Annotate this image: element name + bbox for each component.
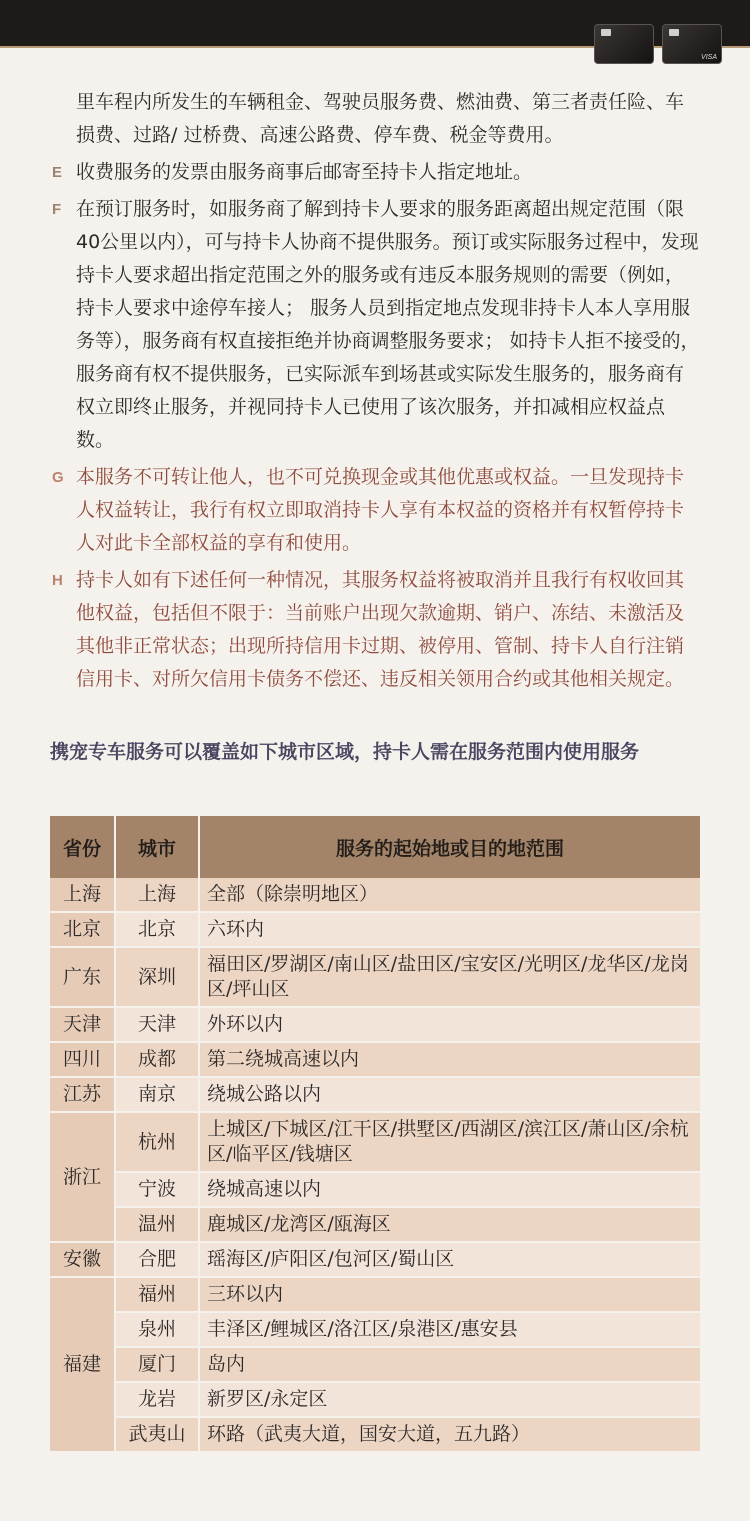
province-cell: 天津 (50, 1007, 115, 1042)
credit-card-image (594, 24, 654, 64)
table-row (50, 1172, 700, 1207)
area-cell: 第二绕城高速以内 (199, 1042, 700, 1077)
area-cell: 六环内 (199, 912, 700, 947)
table-row (50, 912, 700, 947)
area-cell: 三环以内 (199, 1277, 700, 1312)
header-province: 省份 (50, 816, 115, 878)
table-row (50, 947, 700, 1007)
city-cell: 北京 (115, 912, 199, 947)
table-row (50, 1207, 700, 1242)
area-cell: 福田区/罗湖区/南山区/盐田区/宝安区/光明区/龙华区/龙岗区/坪山区 (199, 947, 700, 1007)
city-cell: 天津 (115, 1007, 199, 1042)
city-cell: 成都 (115, 1042, 199, 1077)
term-letter: E (52, 164, 63, 181)
card-chip-icon (669, 29, 679, 36)
table-row (50, 1007, 700, 1042)
city-cell: 宁波 (115, 1172, 199, 1207)
province-cell: 安徽 (50, 1242, 115, 1277)
card-images (594, 24, 722, 64)
section-title: 携宠专车服务可以覆盖如下城市区域，持卡人需在服务范围内使用服务 (50, 741, 640, 763)
city-cell: 温州 (115, 1207, 199, 1242)
term-text: 持卡人如有下述任何一种情况，其服务权益将被取消并且我行有权收回其他权益，包括但不限于：当前账户出现欠款逾期、销户、冻结、未激活及其他非正常状态；出现所持信用卡过期、被停用、管制、持卡人自行注销信用卡、对所欠信用卡债务不偿还、违反相关领用合约或其他相关规定。 (76, 569, 685, 690)
area-cell: 瑶海区/庐阳区/包河区/蜀山区 (199, 1242, 700, 1277)
area-cell: 丰泽区/鲤城区/洛江区/泉港区/惠安县 (199, 1312, 700, 1347)
table-row (50, 1277, 700, 1312)
city-cell: 南京 (115, 1077, 199, 1112)
area-cell: 外环以内 (199, 1007, 700, 1042)
table-header-row (50, 816, 700, 878)
table-row (50, 1112, 700, 1172)
table-row (50, 1312, 700, 1347)
city-cell: 上海 (115, 878, 199, 912)
area-cell: 绕城公路以内 (199, 1077, 700, 1112)
header-area: 服务的起始地或目的地范围 (199, 816, 700, 878)
table-row (50, 1347, 700, 1382)
term-letter: G (52, 469, 64, 486)
term-text: 收费服务的发票由服务商事后邮寄至持卡人指定地址。 (76, 161, 533, 183)
city-cell: 武夷山 (115, 1417, 199, 1452)
area-cell: 鹿城区/龙湾区/瓯海区 (199, 1207, 700, 1242)
term-e (50, 156, 702, 189)
area-cell: 新罗区/永定区 (199, 1382, 700, 1417)
table-row (50, 878, 700, 912)
province-cell: 广东 (50, 947, 115, 1007)
province-cell: 四川 (50, 1042, 115, 1077)
table-row (50, 1077, 700, 1112)
city-cell: 厦门 (115, 1347, 199, 1382)
term-d-continued: 里车程内所发生的车辆租金、驾驶员服务费、燃油费、第三者责任险、车损费、过路/ 过桥费、高速公路费、停车费、税金等费用。 (76, 91, 685, 146)
term-letter: F (52, 201, 62, 218)
province-cell: 北京 (50, 912, 115, 947)
term-g (50, 461, 702, 560)
area-cell: 岛内 (199, 1347, 700, 1382)
area-cell: 环路（武夷大道，国安大道，五九路） (199, 1417, 700, 1452)
city-cell: 泉州 (115, 1312, 199, 1347)
term-text: 在预订服务时，如服务商了解到持卡人要求的服务距离超出规定范围（限40公里以内），可与持卡人协商不提供服务。预订或实际服务过程中，发现持卡人要求超出指定范围之外的服务或有违反本服务规则的需要（例如，持卡人要求中途停车接人； 服务人员到指定地点发现非持卡人本人享用服务等），服务商有权直接拒绝并协商调整服务要求； 如持卡人拒不接受的，服务商有权不提供服务，已实际派车到场甚或实际发生服务的，服务商有权立即终止服务，并视同持卡人已使用了该次服务，并扣减相应权益点数。 (76, 198, 700, 451)
table-row (50, 1417, 700, 1452)
terms-list (50, 86, 702, 700)
province-cell: 福建 (50, 1277, 115, 1452)
header-city: 城市 (115, 816, 199, 878)
coverage-table (50, 816, 700, 1453)
term-letter: H (52, 572, 63, 589)
term-f (50, 193, 702, 457)
city-cell: 深圳 (115, 947, 199, 1007)
term-text: 本服务不可转让他人，也不可兑换现金或其他优惠或权益。一旦发现持卡人权益转让，我行有权立即取消持卡人享有本权益的资格并有权暂停持卡人对此卡全部权益的享有和使用。 (76, 466, 685, 554)
visa-logo: VISA (701, 54, 717, 61)
province-cell: 上海 (50, 878, 115, 912)
credit-card-image (662, 24, 722, 64)
table-row (50, 1042, 700, 1077)
table-row (50, 1382, 700, 1417)
city-cell: 杭州 (115, 1112, 199, 1172)
area-cell: 全部（除崇明地区） (199, 878, 700, 912)
area-cell: 绕城高速以内 (199, 1172, 700, 1207)
city-cell: 龙岩 (115, 1382, 199, 1417)
province-cell: 江苏 (50, 1077, 115, 1112)
city-cell: 福州 (115, 1277, 199, 1312)
term-h (50, 564, 702, 696)
city-cell: 合肥 (115, 1242, 199, 1277)
card-chip-icon (601, 29, 611, 36)
top-banner (0, 0, 750, 61)
area-cell: 上城区/下城区/江干区/拱墅区/西湖区/滨江区/萧山区/余杭区/临平区/钱塘区 (199, 1112, 700, 1172)
table-row (50, 1242, 700, 1277)
province-cell: 浙江 (50, 1112, 115, 1242)
